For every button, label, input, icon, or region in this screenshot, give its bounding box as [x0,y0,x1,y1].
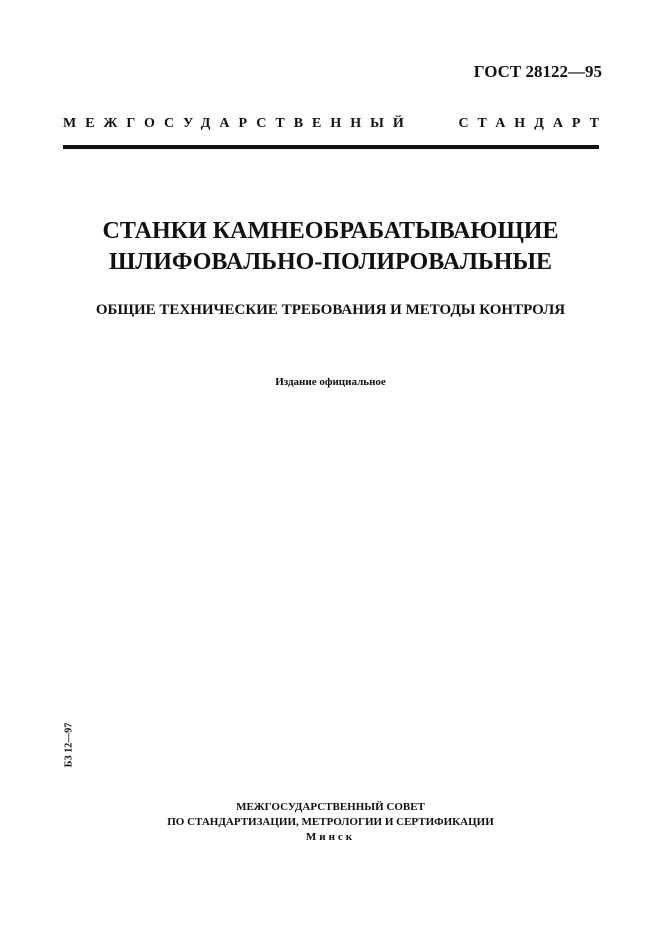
gost-number: ГОСТ 28122—95 [473,62,602,81]
edition-note: Издание официальное [275,376,386,388]
publisher-line-1: МЕЖГОСУДАРСТВЕННЫЙ СОВЕТ [236,801,425,813]
publisher-city: Минск [305,831,356,843]
side-code [62,720,76,770]
document-title [0,216,661,278]
title-line-1: СТАНКИ КАМНЕОБРАБАТЫВАЮЩИЕ [102,218,559,244]
title-line-2: ШЛИФОВАЛЬНО-ПОЛИРОВАЛЬНЫЕ [108,249,553,275]
header-rule [63,145,599,149]
standard-type-heading [63,116,608,132]
standard-type-word-interstate: МЕЖГОСУДАРСТВЕННЫЙ [63,116,413,131]
publisher-block [0,800,661,845]
side-code-text: БЗ 12—97 [63,722,75,768]
document-subtitle: ОБЩИЕ ТЕХНИЧЕСКИЕ ТРЕБОВАНИЯ И МЕТОДЫ КОНТРОЛЯ [95,302,566,318]
standard-type-word-standard: СТАНДАРТ [458,116,608,131]
publisher-line-2: ПО СТАНДАРТИЗАЦИИ, МЕТРОЛОГИИ И СЕРТИФИКАЦИИ [167,816,494,828]
